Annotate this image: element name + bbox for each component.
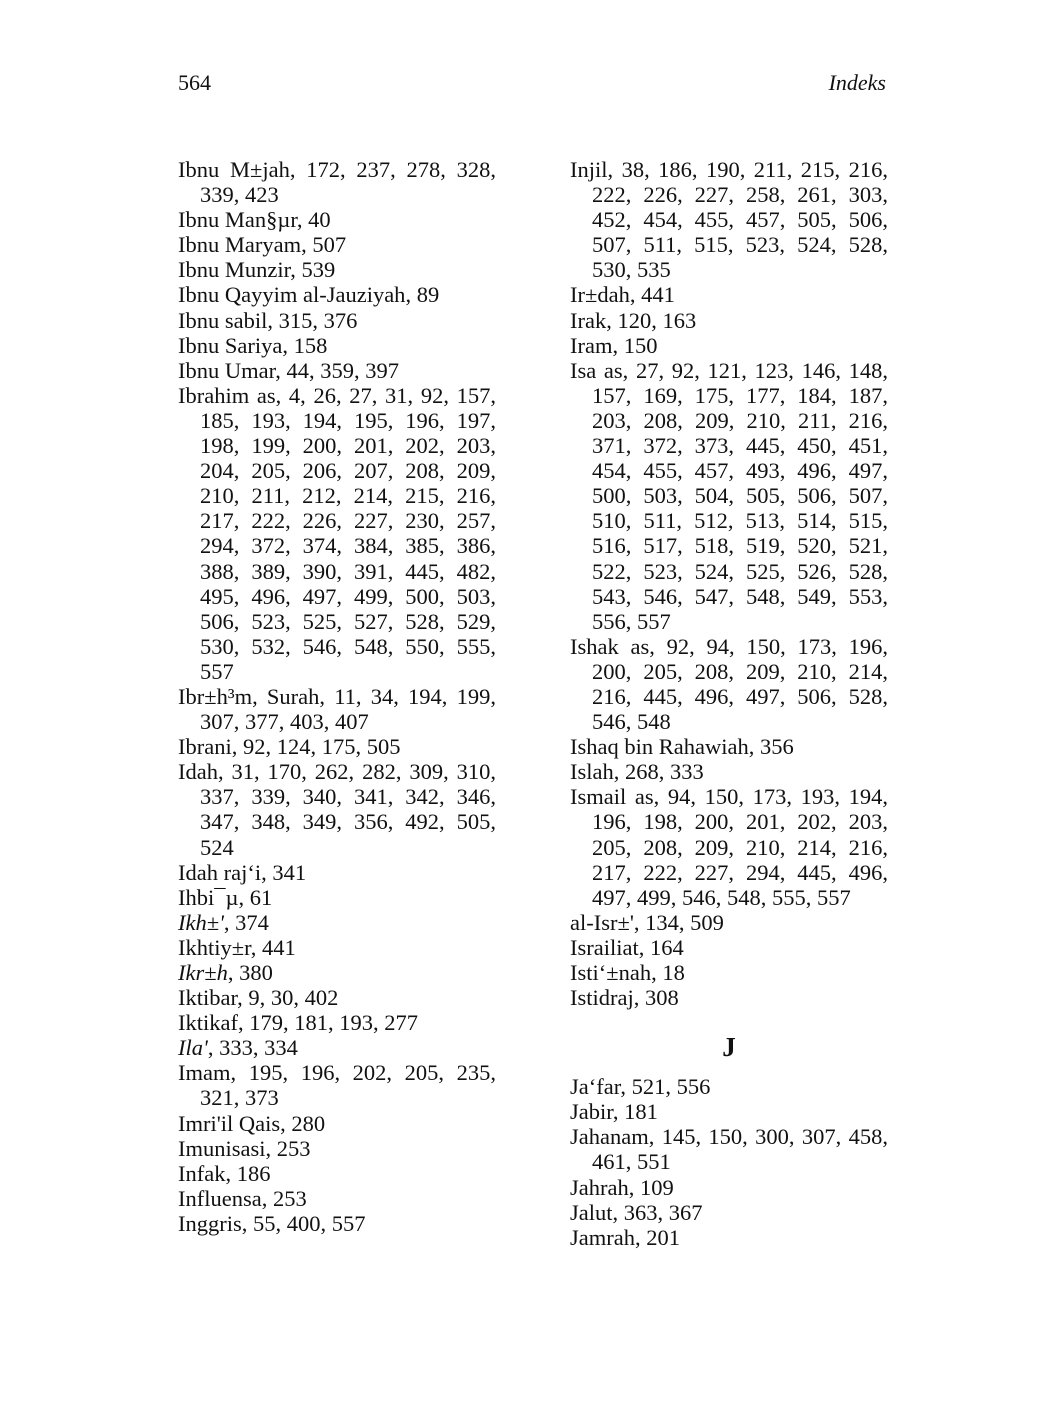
index-term: Iktikaf [178, 1010, 238, 1036]
index-entry [178, 333, 496, 358]
index-entry [178, 157, 496, 207]
index-term: Jabir [570, 1099, 613, 1125]
index-page-refs: , 44, 359, 397 [275, 357, 399, 383]
index-entry [178, 935, 496, 960]
index-entry [178, 358, 496, 383]
index-entry [570, 333, 888, 358]
index-page-refs: , 94, 150, 173, 193, 194, 196, 198, 200, 201, 202, 203, 205, 208, 209, 210, 214, 216, 217, 222, 227, 294, 445, 496, 497, 499, 546, 548, 555, 557 [592, 784, 888, 910]
index-page-refs: , 253 [261, 1185, 307, 1211]
index-entry [178, 1211, 496, 1236]
index-page-refs: , 11, 34, 194, 199, 307, 377, 403, 407 [200, 683, 496, 735]
index-entry [570, 1074, 888, 1099]
index-entry [570, 1099, 888, 1124]
index-entry [178, 232, 496, 257]
index-entry [570, 157, 888, 282]
index-page-refs: , 280 [280, 1110, 326, 1136]
index-page-refs: , 134, 509 [633, 909, 724, 935]
index-page-refs: , 380 [227, 960, 273, 985]
index-page-refs: , 268, 333 [613, 759, 704, 785]
index-entry [570, 1175, 888, 1200]
index-term: Injil [570, 157, 608, 182]
index-term: Idah raj‘i [178, 859, 262, 885]
index-entry [570, 1124, 888, 1174]
index-column-right [570, 157, 888, 1250]
index-term: Ibrahim as [178, 382, 276, 408]
index-entry [178, 282, 496, 307]
index-page-refs: , 38, 186, 190, 211, 215, 216, 222, 226, 227, 258, 261, 303, 452, 454, 455, 457, 505, 506, 507, 511, 515, 523, 524, 528, 530, 535 [592, 157, 888, 283]
index-page-refs: , 195, 196, 202, 205, 235, 321, 373 [200, 1060, 496, 1111]
index-entry [178, 860, 496, 885]
index-term: Inggris [178, 1210, 242, 1236]
index-entries-j [570, 1074, 888, 1250]
running-title: Indeks [828, 70, 886, 95]
index-term: Ibnu sabil [178, 307, 268, 333]
index-entry [178, 1060, 496, 1110]
index-entry [178, 885, 496, 910]
index-page-refs: , 18 [651, 960, 685, 985]
index-entry [570, 358, 888, 634]
index-entry [570, 910, 888, 935]
index-term: Istidraj [570, 985, 634, 1011]
index-entry [178, 985, 496, 1010]
index-entry [178, 1161, 496, 1186]
index-term: Ibr±h³m, Surah [178, 683, 320, 709]
index-term: Ibnu Sariya [178, 332, 283, 358]
index-term: Ila' [178, 1035, 208, 1061]
index-page-refs: , 441 [250, 934, 296, 960]
index-term: Idah [178, 759, 218, 785]
index-term: Iktibar [178, 985, 238, 1011]
index-page-refs: , 363, 367 [612, 1199, 703, 1225]
index-term: Ikh±' [178, 909, 224, 935]
index-entry [570, 784, 888, 909]
index-term: Ikhtiy±r [178, 934, 251, 960]
index-term: Ismail as [570, 784, 654, 810]
index-page-refs: , 27, 92, 121, 123, 146, 148, 157, 169, 175, 177, 184, 187, 203, 208, 209, 210, 211, 216, 371, 372, 373, 445, 450, 451, 454, 455, 457, 493, 496, 497, 500, 503, 504, 505, 506, 507, 510, 511, 512, 513, 514, 515, 516, 517, 518, 519, 520, 521, 522, 523, 524, 525, 526, 528, 543, 546, 547, 548, 549, 553, 556, 557 [592, 357, 889, 634]
index-page-refs: , 150 [612, 332, 658, 358]
index-page-refs: , 61 [238, 884, 273, 910]
index-entry [178, 1010, 496, 1035]
index-page-refs: , 374 [223, 909, 269, 935]
index-term: Imam [178, 1060, 231, 1086]
index-term: Ibnu Man§µr [178, 207, 297, 233]
page-number: 564 [178, 70, 211, 95]
index-page-refs: , 539 [290, 257, 336, 283]
index-term: Iram [570, 332, 613, 358]
index-term: Jalut [570, 1199, 613, 1225]
index-entry [570, 985, 888, 1010]
index-entry [178, 1136, 496, 1161]
index-entry [178, 684, 496, 734]
index-entry [570, 634, 888, 734]
index-term: al-Isr±' [570, 909, 634, 935]
index-term: Influensa [178, 1185, 262, 1211]
index-term: Infak [178, 1160, 226, 1186]
index-page-refs: , 158 [282, 332, 328, 358]
index-term: Ibnu Umar [178, 357, 276, 383]
index-column-left [178, 157, 496, 1236]
index-term: Ibnu M±jah [178, 157, 290, 182]
index-page-refs: , 120, 163 [606, 307, 697, 333]
index-page-refs: , 92, 124, 175, 505 [231, 734, 401, 760]
index-term: Ja‘far [570, 1074, 621, 1100]
index-entry [178, 383, 496, 684]
index-term: Ikr±h [178, 960, 228, 985]
index-term: Ishak as [570, 633, 650, 659]
index-term: Ibrani [178, 734, 232, 760]
index-entry [178, 1035, 496, 1060]
index-term: Irak [570, 307, 607, 333]
index-page-refs: , 181 [612, 1099, 658, 1125]
index-entry [178, 1186, 496, 1211]
index-term: Ibnu Maryam [178, 232, 302, 258]
index-entries-i [570, 157, 888, 1010]
index-entry [570, 759, 888, 784]
index-entry [570, 734, 888, 759]
index-page-refs: , 441 [629, 282, 675, 308]
index-page-refs: , 9, 30, 402 [237, 985, 339, 1011]
index-entry [570, 1225, 888, 1250]
index-term: Jamrah [570, 1224, 635, 1250]
index-term: Ibnu Munzir [178, 257, 291, 283]
index-page-refs: , 92, 94, 150, 173, 196, 200, 205, 208, 209, 210, 214, 216, 445, 496, 497, 506, 528, 546, 548 [592, 633, 888, 735]
index-entry [178, 910, 496, 935]
index-page-refs: , 172, 237, 278, 328, 339, 423 [200, 157, 496, 208]
index-term: Jahanam [570, 1124, 649, 1150]
index-term: Ibnu Qayyim al-Jauziyah [178, 282, 406, 308]
index-term: Imunisasi [178, 1135, 266, 1161]
index-page-refs: , 164 [638, 934, 684, 960]
index-entry [178, 759, 496, 859]
index-page-refs: , 186 [225, 1160, 271, 1186]
index-page-refs: , 4, 26, 27, 31, 92, 157, 185, 193, 194, 195, 196, 197, 198, 199, 200, 201, 202, 203, 204, 205, 206, 207, 208, 209, 210, 211, 212, 214, 215, 216, 217, 222, 226, 227, 230, 257, 294, 372, 374, 384, 385, 386, 388, 389, 390, 391, 445, 482, 495, 496, 497, 499, 500, 503, 506, 523, 525, 527, 528, 529, 530, 532, 546, 548, 550, 555, 557 [200, 382, 497, 684]
index-term: Isa as [570, 357, 623, 383]
index-entry [570, 282, 888, 307]
index-page-refs: , 341 [261, 859, 307, 885]
index-page-refs: , 109 [628, 1174, 674, 1200]
index-entry [570, 960, 888, 985]
index-term: Isti‘±nah [570, 960, 652, 985]
index-page-refs: , 89 [405, 282, 440, 308]
index-term: Islah [570, 759, 614, 785]
index-term: Imri'il Qais [178, 1110, 281, 1136]
index-entry [570, 1200, 888, 1225]
index-page-refs: , 55, 400, 557 [241, 1210, 366, 1236]
index-page-refs: , 179, 181, 193, 277 [237, 1010, 418, 1036]
index-term: Ihbi¯µ [178, 884, 239, 910]
index-term: Jahrah [570, 1174, 629, 1200]
index-page-refs: , 356 [748, 734, 794, 760]
index-term: Israiliat [570, 934, 639, 960]
index-page-refs: , 333, 334 [207, 1035, 298, 1061]
index-entry [178, 1111, 496, 1136]
index-page-refs: , 40 [296, 207, 331, 233]
index-entry [178, 207, 496, 232]
index-entry [178, 257, 496, 282]
index-page-refs: , 253 [265, 1135, 311, 1161]
index-entry [178, 308, 496, 333]
index-entry [570, 935, 888, 960]
index-page-refs: , 145, 150, 300, 307, 458, 461, 551 [592, 1124, 888, 1175]
index-page-refs: , 315, 376 [267, 307, 358, 333]
index-entry [570, 308, 888, 333]
index-page-refs: , 31, 170, 262, 282, 309, 310, 337, 339, 340, 341, 342, 346, 347, 348, 349, 356, 492, 505, 524 [200, 759, 496, 860]
index-page-refs: , 507 [301, 232, 347, 258]
index-entry [178, 734, 496, 759]
index-term: Ishaq bin Rahawiah [570, 734, 749, 760]
index-entry [178, 960, 496, 985]
index-page-refs: , 308 [633, 985, 679, 1011]
index-term: Ir±dah [570, 282, 630, 308]
index-page-refs: , 521, 556 [620, 1074, 711, 1100]
index-page-refs: , 201 [634, 1224, 680, 1250]
letter-heading-j: J [722, 1032, 736, 1063]
